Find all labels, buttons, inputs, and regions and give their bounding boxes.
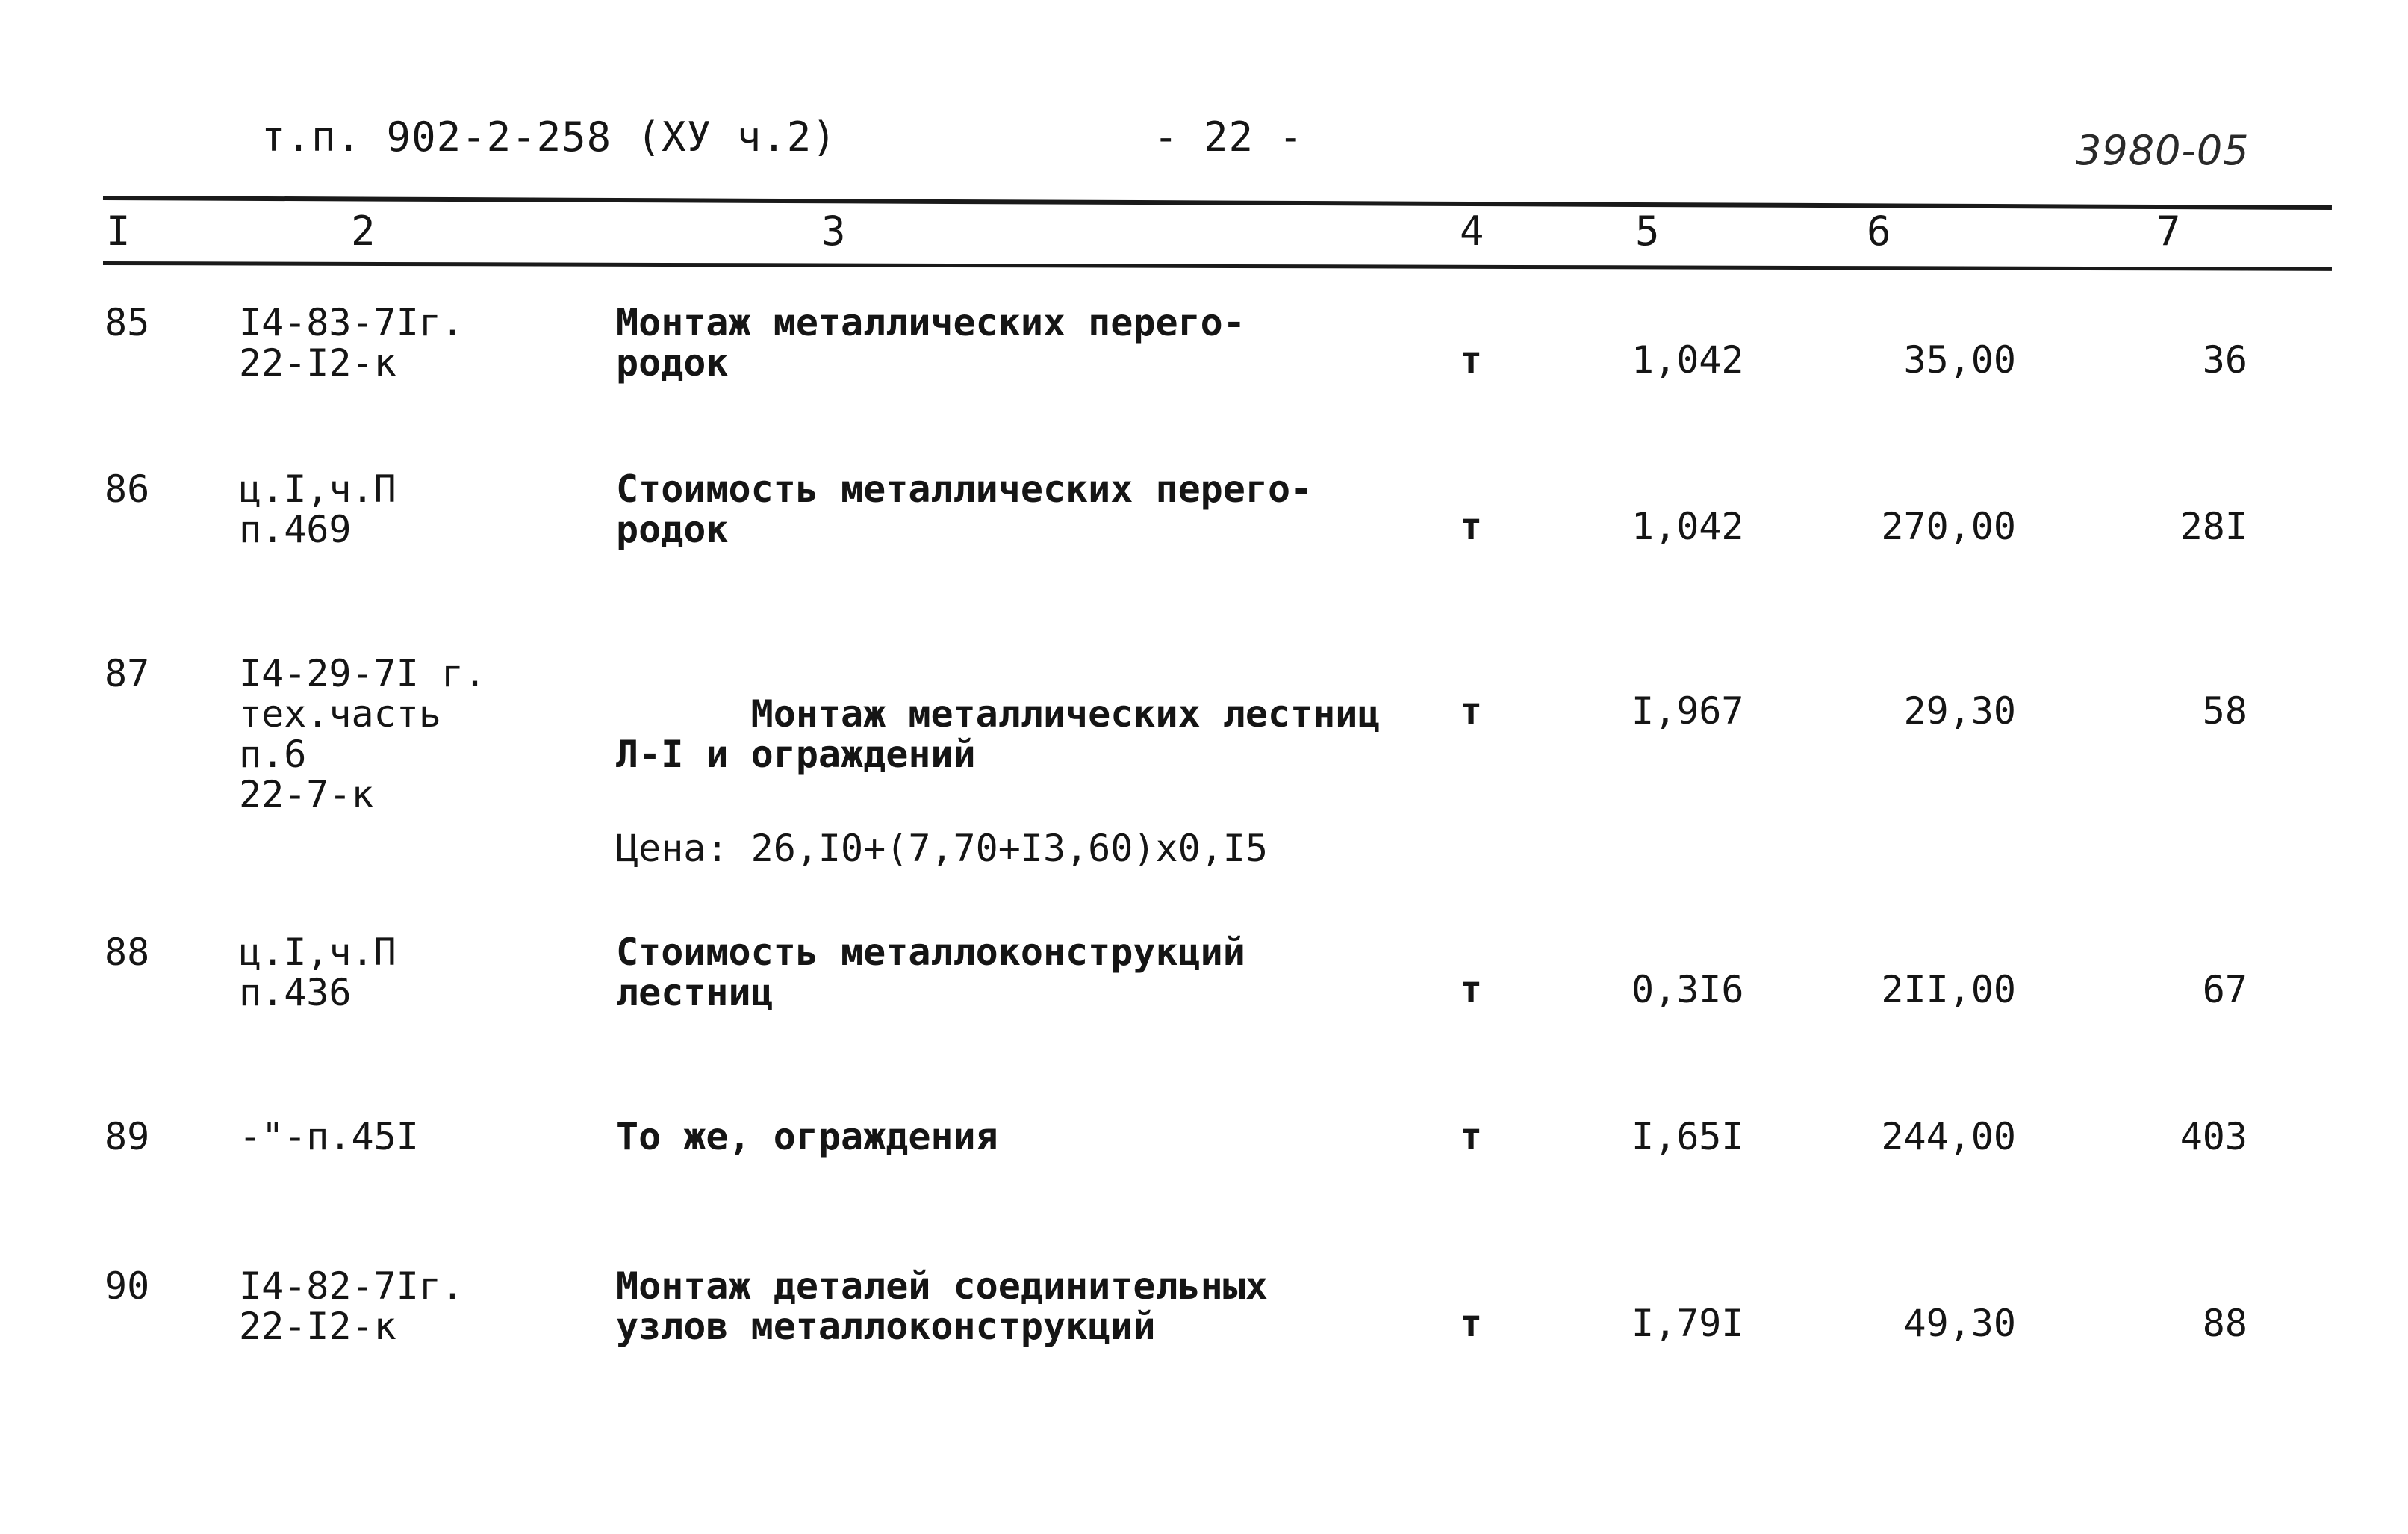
reference-code: ц.I,ч.П п.436	[239, 931, 396, 1014]
column-number: I	[106, 208, 131, 255]
reference-code: ц.I,ч.П п.469	[239, 468, 396, 551]
quantity: 1,042	[1631, 505, 1744, 548]
document-code: т.п. 902-2-258 (ХУ ч.2)	[261, 114, 837, 161]
row-number: 90	[105, 1264, 150, 1308]
work-description: Монтаж металлических перего- родок	[616, 301, 1245, 385]
unit: т	[1460, 505, 1483, 548]
reference-code: -"-п.45I	[239, 1115, 419, 1158]
unit-price: 35,00	[1903, 338, 2016, 382]
row-number: 85	[105, 301, 150, 344]
handwritten-stamp: 3980-05	[2076, 127, 2250, 174]
quantity: 1,042	[1631, 338, 1744, 382]
total-cost: 67	[2202, 968, 2247, 1011]
reference-code: I4-82-7Iг. 22-I2-к	[239, 1264, 464, 1348]
quantity: I,967	[1631, 689, 1744, 733]
unit-price: 2II,00	[1881, 968, 2016, 1011]
total-cost: 88	[2202, 1302, 2247, 1345]
total-cost: 28I	[2180, 505, 2247, 548]
quantity: 0,3I6	[1631, 968, 1744, 1011]
row-number: 88	[105, 931, 150, 974]
total-cost: 58	[2202, 689, 2247, 733]
unit: т	[1460, 1115, 1483, 1158]
work-description: Стоимость металлоконструкций лестниц	[616, 931, 1245, 1014]
unit: т	[1460, 1302, 1483, 1345]
work-description: Монтаж металлических лестниц Л-I и ограждений	[616, 692, 1381, 776]
reference-code: I4-29-7I г. тех.часть п.6 22-7-к	[239, 652, 487, 816]
row-number: 89	[105, 1115, 150, 1158]
unit-price: 270,00	[1881, 505, 2016, 548]
row-number: 87	[105, 652, 150, 695]
work-description: То же, ограждения	[616, 1115, 998, 1158]
unit-price: 244,00	[1881, 1115, 2016, 1158]
work-description: Стоимость металлических перего- родок	[616, 468, 1313, 551]
table-top-rule	[103, 196, 2332, 210]
work-description: Монтаж деталей соединительных узлов металлоконструкций	[616, 1264, 1268, 1348]
column-number: 3	[821, 208, 846, 255]
quantity: I,65I	[1631, 1115, 1744, 1158]
total-cost: 403	[2180, 1115, 2247, 1158]
row-number: 86	[105, 468, 150, 511]
table-header-rule	[103, 261, 2332, 271]
total-cost: 36	[2202, 338, 2247, 382]
unit-price: 29,30	[1903, 689, 2016, 733]
column-number: 7	[2156, 208, 2181, 255]
unit: т	[1460, 968, 1483, 1011]
quantity: I,79I	[1631, 1302, 1744, 1345]
column-number: 2	[351, 208, 376, 255]
work-description-block	[616, 653, 1381, 949]
unit: т	[1460, 689, 1483, 733]
reference-code: I4-83-7Iг. 22-I2-к	[239, 301, 464, 385]
unit-price: 49,30	[1903, 1302, 2016, 1345]
column-number: 4	[1460, 208, 1484, 255]
unit: т	[1460, 338, 1483, 382]
column-number: 5	[1635, 208, 1660, 255]
price-formula: Цена: 26,I0+(7,70+I3,60)х0,I5	[616, 827, 1268, 870]
page-number: - 22 -	[1154, 114, 1304, 161]
column-number: 6	[1867, 208, 1891, 255]
